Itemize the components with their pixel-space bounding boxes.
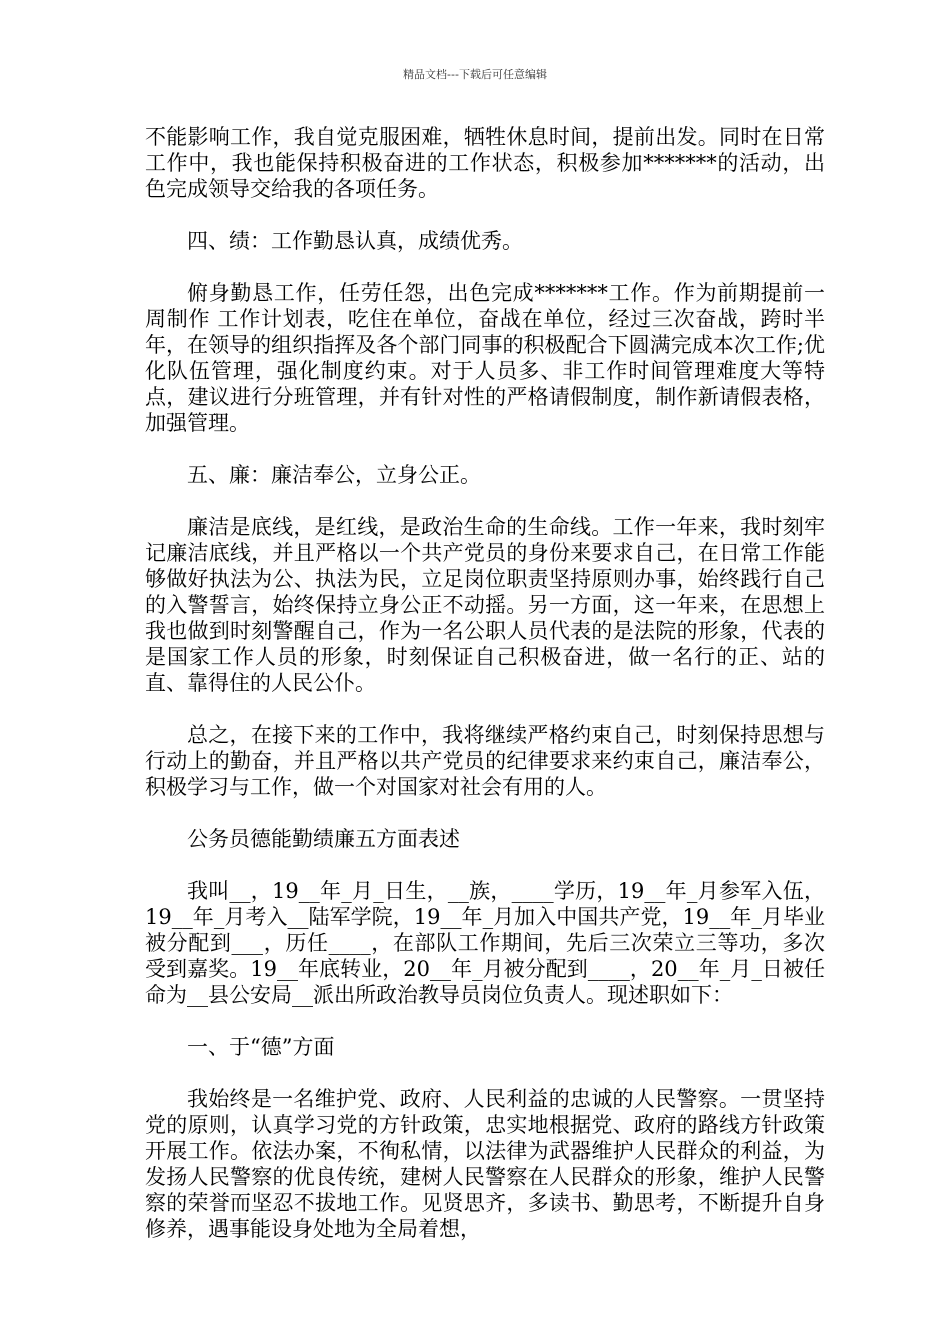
paragraph: 总之，在接下来的工作中，我将继续严格约束自己，时刻保持思想与行动上的勤奋，并且严格以共产党员的纪律要求来约束自己，廉洁奉公，积极学习与工作，做一个对国家对社会有用的人。 — [145, 723, 825, 799]
paragraph: 不能影响工作，我自觉克服困难，牺牲休息时间，提前出发。同时在日常工作中，我也能保持积极奋进的工作状态，积极参加*******的活动，出色完成领导交给我的各项任务。 — [145, 125, 825, 201]
section-heading: 五、廉：廉洁奉公，立身公正。 — [187, 463, 481, 487]
section-heading: 四、绩：工作勤恳认真，成绩优秀。 — [187, 229, 523, 253]
paragraph: 我叫__，19__年_月_日生，__族，____学历，19__年_月参军入伍，19__年_月考入__陆军学院，19__年_月加入中国共产党，19__年_月毕业被分配到___，历任____，在部队工作期间，先后三次荣立三等功，多次受到嘉奖。19__年底转业，20__年_月被分配到____，20__年_月_日被任命为__县公安局__派出所政治教导员岗位负责人。现述职如下： — [145, 879, 825, 1007]
page-header: 精品文档---下载后可任意编辑 — [403, 68, 547, 81]
section-heading: 一、于“德”方面 — [187, 1035, 335, 1059]
paragraph: 我始终是一名维护党、政府、人民利益的忠诚的人民警察。一贯坚持党的原则，认真学习党的方针政策，忠实地根据党、政府的路线方针政策开展工作。依法办案，不徇私情，以法律为武器维护人民群众的利益，为发扬人民警察的优良传统，建树人民警察在人民群众的形象，维护人民警察的荣誉而坚忍不拔地工作。见贤思齐，多读书、勤思考，不断提升自身修养，遇事能设身处地为全局着想， — [145, 1087, 825, 1241]
paragraph: 俯身勤恳工作，任劳任怨，出色完成*******工作。作为前期提前一周制作 工作计划表，吃住在单位，奋战在单位，经过三次奋战，跨时半年，在领导的组织指挥及各个部门同事的积极配合下圆满完成本次工作;优化队伍管理，强化制度约束。对于人员多、非工作时间管理难度大等特点，建议进行分班管理，并有针对性的严格请假制度，制作新请假表格，加强管理。 — [145, 281, 825, 435]
paragraph: 廉洁是底线，是红线，是政治生命的生命线。工作一年来，我时刻牢记廉洁底线，并且严格以一个共产党员的身份来要求自己，在日常工作能够做好执法为公、执法为民，立足岗位职责坚持原则办事，始终践行自己的入警誓言，始终保持立身公正不动摇。另一方面，这一年来，在思想上我也做到时刻警醒自己，作为一名公职人员代表的是法院的形象，代表的是国家工作人员的形象，时刻保证自己积极奋进，做一名行的正、站的直、靠得住的人民公仆。 — [145, 515, 825, 695]
document-title: 公务员德能勤绩廉五方面表述 — [187, 827, 460, 851]
document-body — [145, 124, 825, 1242]
